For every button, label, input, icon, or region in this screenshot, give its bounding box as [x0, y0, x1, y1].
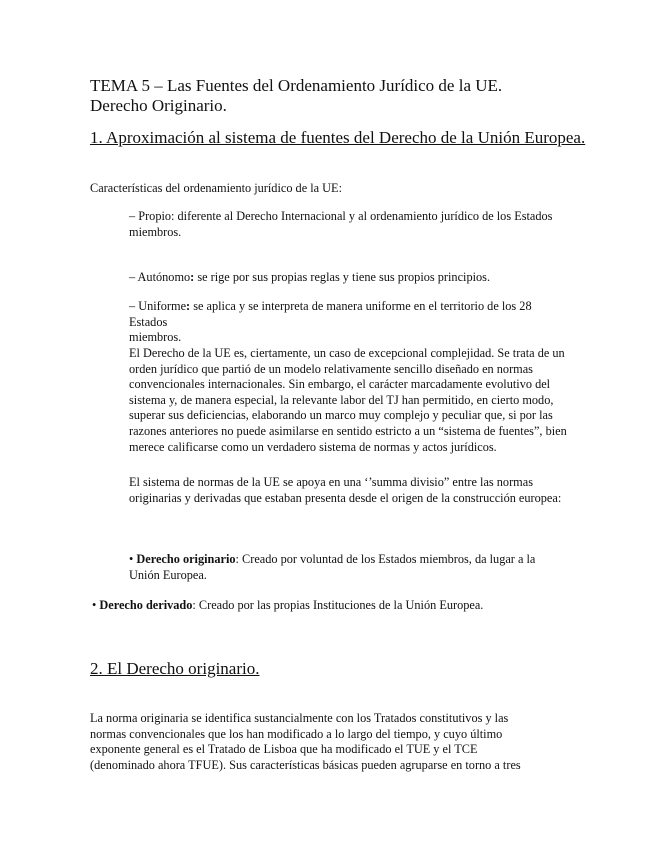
- title-line-2: Derecho Originario.: [90, 96, 227, 115]
- bullet-text: : Creado por voluntad de los Estados miembros, da lugar a la Unión Europea.: [129, 552, 536, 582]
- section-2-heading: 2. El Derecho originario.: [90, 659, 260, 678]
- bullet-marker: •: [92, 598, 100, 612]
- bullet-marker: •: [129, 552, 137, 566]
- bullet-text: : Creado por las propias Instituciones de la Unión Europea.: [192, 598, 484, 612]
- document-title: [90, 76, 630, 116]
- item-text: se rige por sus propias reglas y tiene sus propios principios.: [197, 270, 491, 284]
- item-text: diferente al Derecho Internacional y al ordenamiento jurídico de los Estados: [177, 209, 553, 223]
- characteristic-item-autonomo: [129, 270, 589, 286]
- characteristic-item-uniforme: [129, 299, 569, 346]
- item-text-continuation: miembros.: [129, 330, 182, 345]
- paragraph-norma-originaria: La norma originaria se identifica sustancialmente con los Tratados constitutivos y las normas convencionales que los han modificado a lo largo del tiempo, y cuyo último exponente general es el Tratado de Lisboa que ha modificado el TUE y el TCE (denominado ahora TFUE). Sus características básicas pueden agruparse en torno a tres: [90, 711, 521, 772]
- item-text: se aplica y se interpreta de manera uniforme en el territorio de los 28 Estados: [129, 299, 532, 329]
- section-1-heading: 1. Aproximación al sistema de fuentes del Derecho de la Unión Europea.: [90, 128, 586, 147]
- dash-marker: –: [129, 270, 138, 284]
- item-label: Uniforme: [138, 299, 187, 313]
- paragraph-summa-divisio: El sistema de normas de la UE se apoya en una ‘’summa divisio” entre las normas originarias y derivadas que estaban presenta desde el origen de la construcción europea:: [129, 475, 562, 505]
- item-separator: :: [190, 270, 198, 284]
- dash-marker: –: [129, 299, 139, 313]
- bullet-label: Derecho originario: [136, 552, 236, 566]
- intro-text: Características del ordenamiento jurídico de la UE:: [90, 181, 342, 195]
- paragraph-complexity: El Derecho de la UE es, ciertamente, un caso de excepcional complejidad. Se trata de un orden jurídico que partió de un modelo relativamente sencillo diseñado en normas convencionales internacionales. Sin embargo, el carácter marcadamente evolutivo del sistema y, de manera especial, la relevante labor del TJ han permitido, en cierto modo, superar sus deficiencias, elaborando un marco muy complejo y peculiar que, si por las razones anteriores no puede asimilarse en sentido estricto a un “sistema de fuentes”, bien merece calificarse como un verdadero sistema de normas y actos jurídicos.: [129, 346, 567, 454]
- item-text-continuation: miembros.: [129, 224, 182, 239]
- title-line-1: TEMA 5 – Las Fuentes del Ordenamiento Jurídico de la UE.: [90, 76, 503, 95]
- item-separator: :: [171, 209, 178, 223]
- bullet-label: Derecho derivado: [99, 598, 193, 612]
- item-label: Propio: [138, 209, 172, 223]
- bullet-derecho-originario: [129, 552, 569, 583]
- item-label: Autónomo: [137, 270, 191, 284]
- characteristic-item-propio: [129, 209, 569, 240]
- bullet-derecho-derivado: [92, 598, 612, 614]
- dash-marker: –: [129, 209, 139, 223]
- item-separator: :: [186, 299, 194, 313]
